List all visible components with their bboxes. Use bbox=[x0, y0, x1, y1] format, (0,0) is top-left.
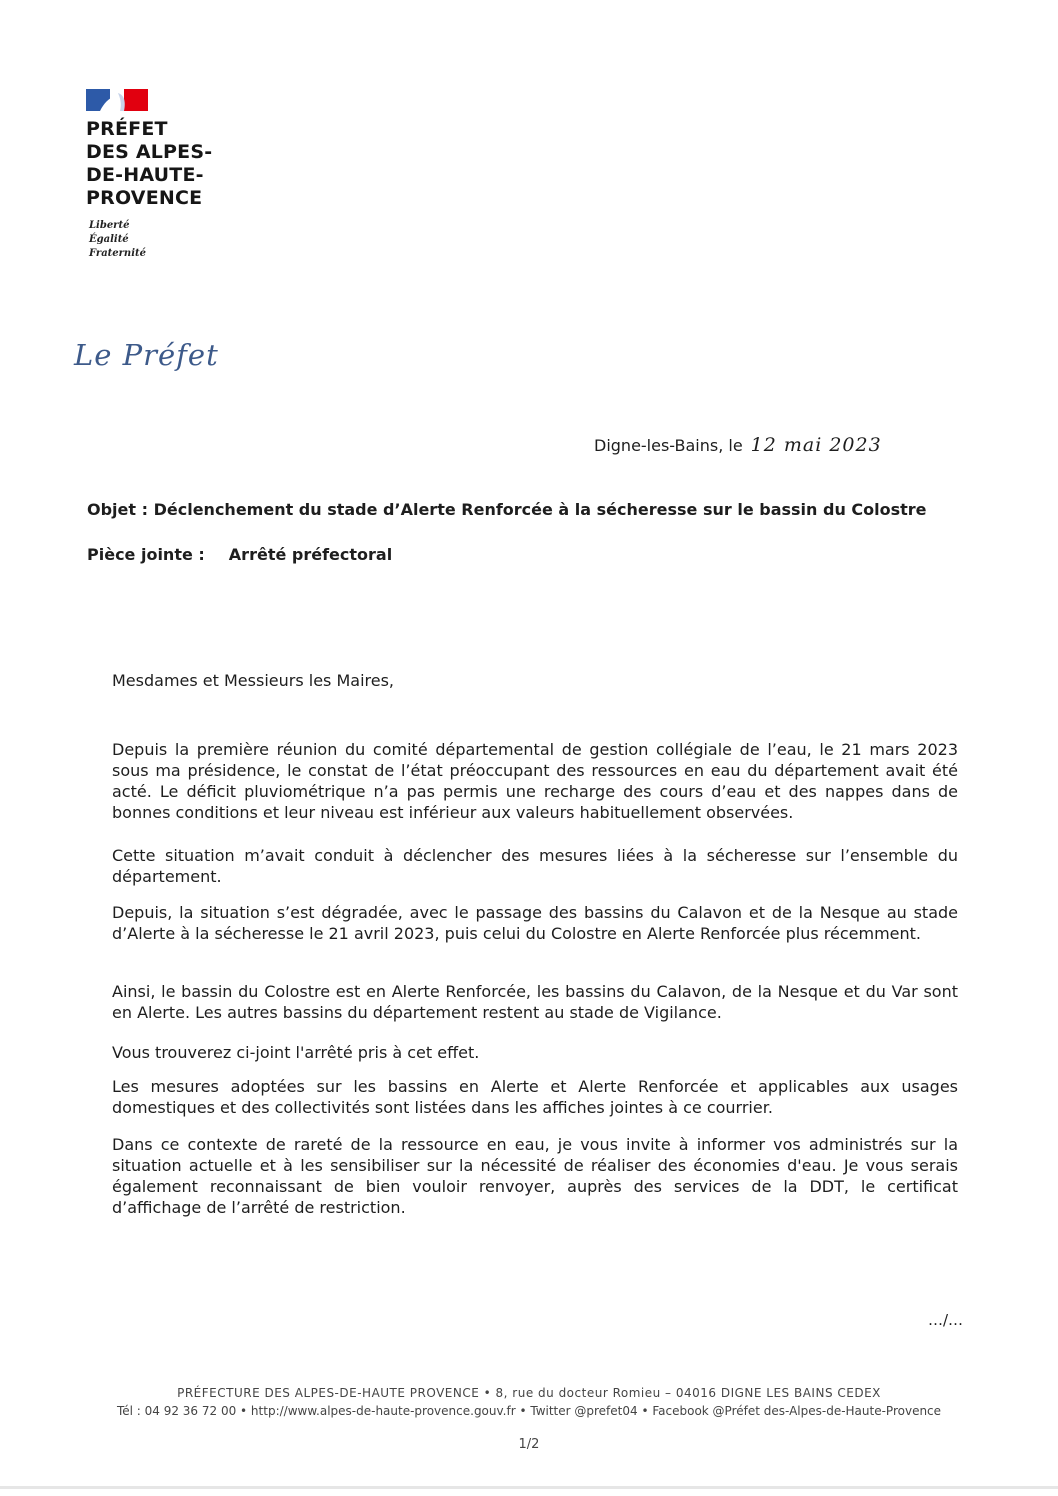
prefet-title-line-2: DES ALPES- bbox=[86, 141, 213, 163]
le-prefet-heading: Le Préfet bbox=[74, 338, 219, 372]
objet-text: Déclenchement du stade d’Alerte Renforcée à la sécheresse sur le bassin du Colostre bbox=[153, 500, 927, 519]
piece-jointe-line bbox=[87, 545, 392, 564]
continuation-mark: …/… bbox=[928, 1311, 964, 1329]
footer-address: PRÉFECTURE DES ALPES-DE-HAUTE PROVENCE • 8, rue du docteur Romieu – 04016 DIGNE LES BAINS CEDEX bbox=[177, 1386, 881, 1400]
prefet-title-line-3: DE-HAUTE- bbox=[86, 164, 204, 186]
salutation: Mesdames et Messieurs les Maires, bbox=[112, 671, 395, 690]
republique-francaise-flag-logo bbox=[86, 89, 148, 111]
date-line bbox=[594, 434, 882, 456]
objet-line bbox=[87, 500, 927, 519]
motto-egalite: Égalité bbox=[89, 234, 129, 245]
scan-bottom-edge bbox=[0, 1486, 1058, 1489]
paragraph-3: Depuis, la situation s’est dégradée, avec le passage des bassins du Calavon et de la Nesque au stade d’Alerte à la sécheresse le 21 avril 2023, puis celui du Colostre en Alerte Renforcée plus récemment. bbox=[112, 903, 958, 943]
paragraph-7: Dans ce contexte de rareté de la ressource en eau, je vous invite à informer vos administrés sur la situation actuelle et à les sensibiliser sur la nécessité de réaliser des économies d'eau. Je vous serais également reconnaissant de bien vouloir renvoyer, auprès des services de la DDT, le certificat d’affichage de l’arrêté de restriction. bbox=[112, 1135, 958, 1217]
paragraph-5: Vous trouverez ci-joint l'arrêté pris à cet effet. bbox=[112, 1043, 480, 1062]
motto-fraternite: Fraternité bbox=[89, 248, 146, 259]
date-handwritten: 12 mai 2023 bbox=[750, 434, 882, 456]
prefet-title-line-1: PRÉFET bbox=[86, 118, 168, 140]
prefet-title-line-4: PROVENCE bbox=[86, 187, 203, 209]
objet-label: Objet : bbox=[87, 500, 149, 519]
motto-liberte: Liberté bbox=[89, 220, 130, 231]
paragraph-1: Depuis la première réunion du comité départemental de gestion collégiale de l’eau, le 21 mars 2023 sous ma présidence, le constat de l’état préoccupant des ressources en eau du département avait été acté. Le déficit pluviométrique n’a pas permis une recharge des cours d’eau et des nappes dans de bonnes conditions et leur niveau est inférieur aux valeurs habituellement observées. bbox=[112, 740, 958, 822]
paragraph-2: Cette situation m’avait conduit à déclencher des mesures liées à la sécheresse sur l’ensemble du département. bbox=[112, 846, 958, 886]
date-place: Digne-les-Bains, le bbox=[594, 436, 743, 455]
paragraph-4: Ainsi, le bassin du Colostre est en Alerte Renforcée, les bassins du Calavon, de la Nesque et du Var sont en Alerte. Les autres bassins du département restent au stade de Vigilance. bbox=[112, 982, 958, 1022]
paragraph-6: Les mesures adoptées sur les bassins en Alerte et Alerte Renforcée et applicables aux usages domestiques et des collectivités sont listées dans les affiches jointes à ce courrier. bbox=[112, 1077, 958, 1117]
page-number: 1/2 bbox=[518, 1437, 540, 1452]
piece-jointe-label: Pièce jointe : bbox=[87, 545, 205, 564]
footer-contact: Tél : 04 92 36 72 00 • http://www.alpes-de-haute-provence.gouv.fr • Twitter @prefet04 • Facebook @Préfet des-Alpes-de-Haute-Provence bbox=[116, 1404, 942, 1418]
piece-jointe-text: Arrêté préfectoral bbox=[228, 545, 393, 564]
